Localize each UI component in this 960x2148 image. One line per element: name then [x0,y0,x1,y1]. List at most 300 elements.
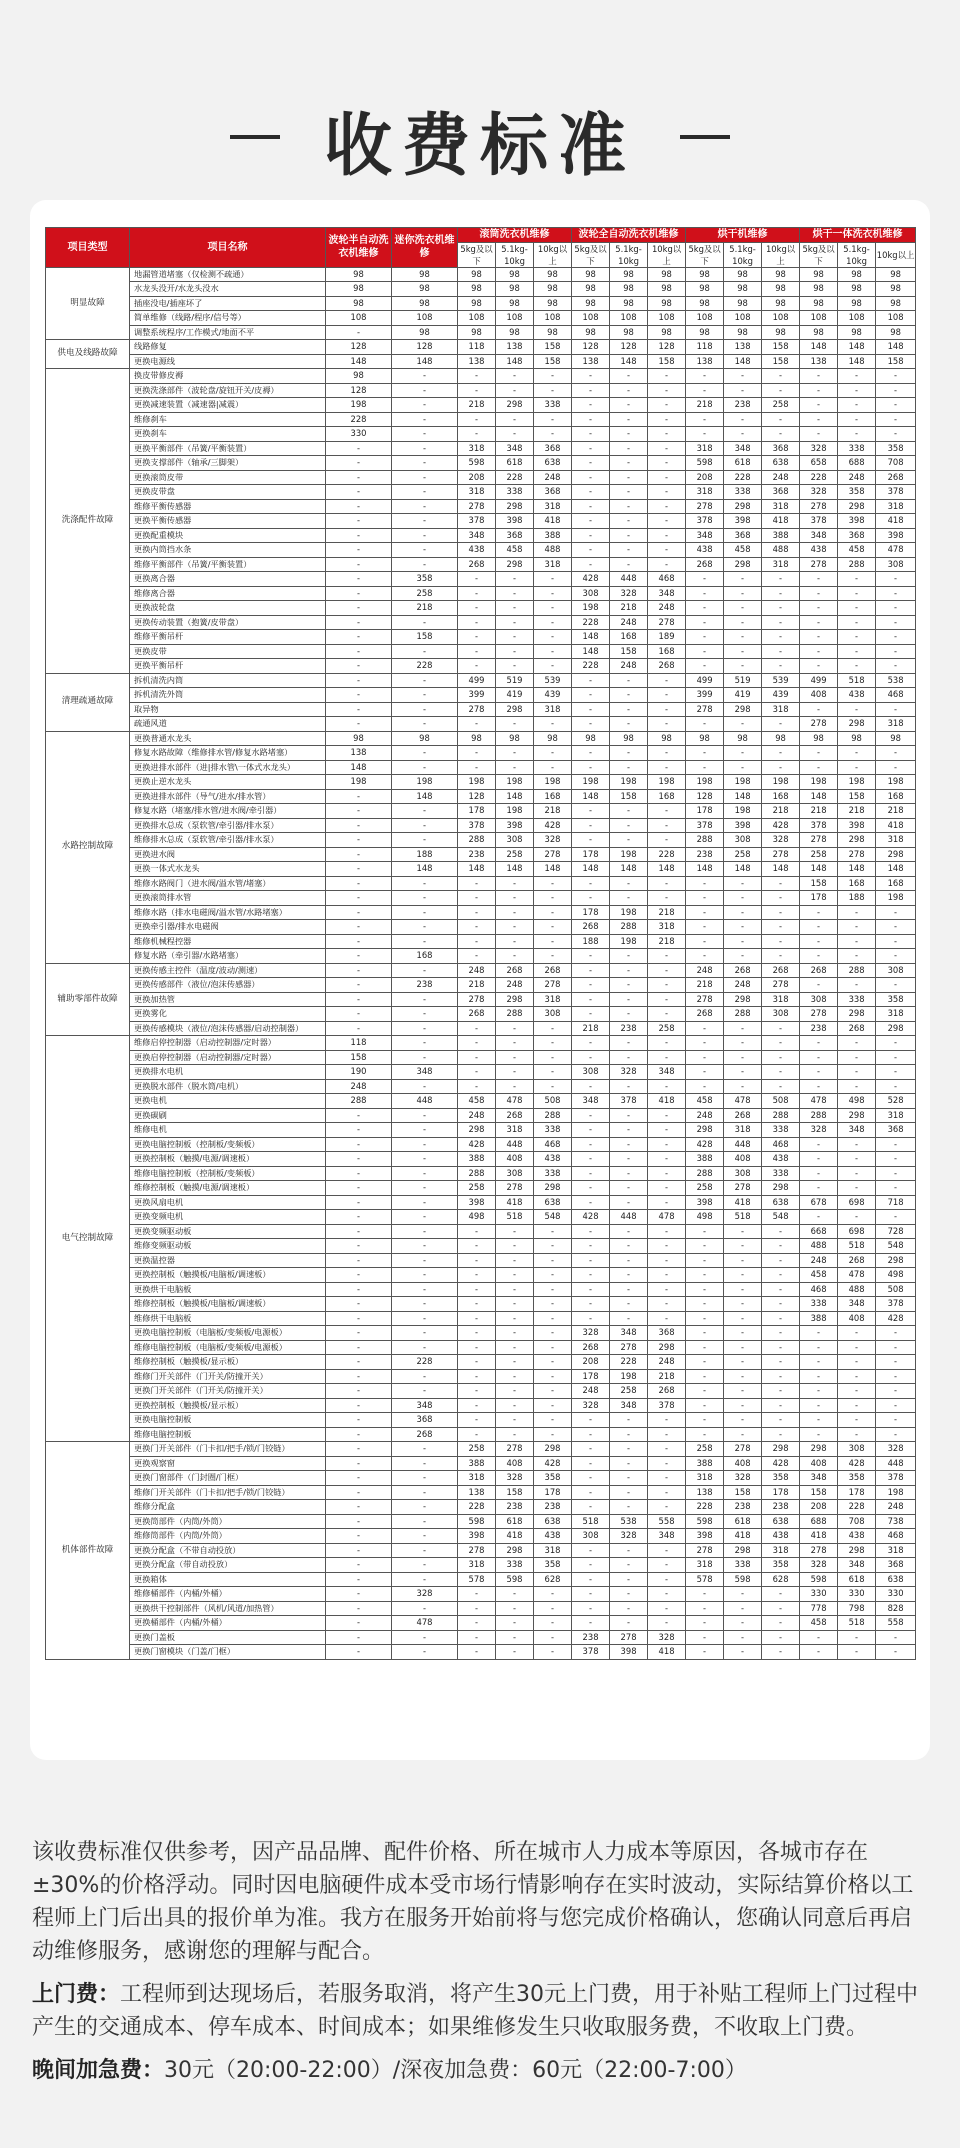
price-cell: - [610,1195,648,1210]
price-cell: 468 [762,1137,800,1152]
price-cell: - [610,1253,648,1268]
price-cell: - [496,949,534,964]
price-cell: - [392,934,458,949]
price-cell: - [724,1079,762,1094]
price-cell: 98 [496,296,534,311]
price-cell: 298 [496,702,534,717]
price-cell: - [496,1311,534,1326]
price-cell: - [686,1326,724,1341]
price-cell: 418 [648,1094,686,1109]
price-cell: - [458,934,496,949]
price-cell: 638 [876,1572,916,1587]
price-cell: 218 [876,804,916,819]
price-cell: 198 [572,601,610,616]
price-cell: - [326,1587,392,1602]
price-cell: 148 [392,862,458,877]
price-cell: - [648,398,686,413]
price-cell: - [326,1123,392,1138]
price-cell: 408 [724,1456,762,1471]
item-name-cell: 更换排水电机 [130,1065,326,1080]
price-cell: - [648,949,686,964]
price-cell: - [326,1572,392,1587]
price-cell: - [648,1050,686,1065]
price-cell: - [686,1340,724,1355]
price-cell: 318 [534,702,572,717]
item-name-cell: 维修机械程控器 [130,934,326,949]
price-cell: - [458,1355,496,1370]
price-cell: - [762,934,800,949]
price-cell: 268 [724,963,762,978]
price-cell: - [326,441,392,456]
price-cell: 158 [392,630,458,645]
price-cell: - [610,1123,648,1138]
price-cell: - [838,1384,876,1399]
price-cell: - [762,1340,800,1355]
item-name-cell: 更换电脑控制板（电脑板/变频板/电源板） [130,1326,326,1341]
price-cell: 348 [800,528,838,543]
table-row [46,267,916,282]
price-cell: - [762,1369,800,1384]
price-cell: - [648,717,686,732]
price-cell: 228 [610,1355,648,1370]
header-sub: 10kg以上 [876,242,916,267]
table-row [46,1108,916,1123]
price-cell: - [496,1326,534,1341]
price-cell: - [392,1326,458,1341]
price-cell: 98 [648,731,686,746]
price-cell: 198 [762,775,800,790]
price-cell: 308 [572,586,610,601]
price-cell: - [326,1021,392,1036]
table-row [46,311,916,326]
category-cell: 辅助零部件故障 [46,963,130,1036]
price-cell: 108 [610,311,648,326]
price-cell: 418 [496,1529,534,1544]
price-cell: 158 [800,1485,838,1500]
item-name-cell: 更换风扇电机 [130,1195,326,1210]
price-cell: - [326,1210,392,1225]
header-sub: 10kg以上 [762,242,800,267]
price-cell: - [838,1152,876,1167]
price-cell: 518 [572,1514,610,1529]
price-cell: - [534,1384,572,1399]
price-cell: 538 [876,673,916,688]
price-cell: 538 [610,1514,648,1529]
price-cell: 718 [876,1195,916,1210]
price-cell: - [838,1166,876,1181]
price-cell: - [686,615,724,630]
price-cell: - [648,1297,686,1312]
price-cell: - [458,1253,496,1268]
price-cell: - [876,1645,916,1660]
item-name-cell: 更换控制板（触摸板/显示板） [130,1398,326,1413]
price-cell: 598 [686,1514,724,1529]
price-cell: 268 [496,1108,534,1123]
price-cell: 478 [838,1268,876,1283]
price-cell: 478 [800,1094,838,1109]
price-cell: - [648,876,686,891]
price-cell: - [610,1181,648,1196]
price-cell: - [458,1065,496,1080]
price-cell: 128 [572,340,610,355]
price-cell: 98 [876,325,916,340]
price-cell: 178 [534,1485,572,1500]
table-row [46,1181,916,1196]
price-cell: 438 [838,1529,876,1544]
fee-table-body [46,267,916,1659]
price-cell: - [496,572,534,587]
table-row [46,1282,916,1297]
price-cell: - [392,1311,458,1326]
price-cell: - [610,1297,648,1312]
table-row [46,1442,916,1457]
item-name-cell: 更换门开关部件（门开关/防撞开关） [130,1384,326,1399]
price-cell: 328 [800,1558,838,1573]
table-row [46,325,916,340]
price-cell: - [572,1485,610,1500]
price-cell: 168 [392,949,458,964]
table-row [46,1224,916,1239]
price-cell: - [762,1311,800,1326]
price-cell: 398 [496,514,534,529]
price-cell: 98 [534,325,572,340]
price-cell: 330 [876,1587,916,1602]
price-cell: 318 [686,1558,724,1573]
price-cell: - [610,412,648,427]
price-cell: - [496,1616,534,1631]
price-cell: - [326,717,392,732]
price-cell: 668 [800,1224,838,1239]
price-cell: - [534,383,572,398]
price-cell: 348 [392,1065,458,1080]
price-cell: - [724,1326,762,1341]
price-cell: - [458,1587,496,1602]
price-cell: 448 [610,572,648,587]
price-cell: - [326,673,392,688]
price-cell: - [648,1500,686,1515]
price-cell: 228 [496,470,534,485]
price-cell: - [572,1297,610,1312]
disclaimer-text: 该收费标准仅供参考，因产品品牌、配件价格、所在城市人力成本等原因，各城市存在±30%的价格浮动。同时因电脑硬件成本受市场行情影响存在实时波动，实际结算价格以工程师上门后出具的报价单为准。我方在服务开始前将与您完成价格确认，您确认同意后再启动维修服务，感谢您的理解与配合。 [32,1840,914,1964]
price-cell: - [392,717,458,732]
price-cell: - [762,572,800,587]
price-cell: - [762,1297,800,1312]
price-cell: 438 [686,543,724,558]
price-cell: - [762,383,800,398]
price-cell: - [458,1224,496,1239]
price-cell: - [610,1471,648,1486]
table-row [46,1123,916,1138]
price-cell: 268 [800,963,838,978]
price-cell: - [326,1384,392,1399]
header-group-pulsator: 波轮全自动洗衣机维修 [572,228,686,243]
price-cell: - [610,1427,648,1442]
item-name-cell: 拆机清洗内筒 [130,673,326,688]
price-cell: 498 [876,1268,916,1283]
price-cell: - [686,586,724,601]
price-cell: 128 [610,340,648,355]
price-cell: - [458,1413,496,1428]
price-cell: - [458,1616,496,1631]
price-cell: 98 [800,731,838,746]
item-name-cell: 更换温控器 [130,1253,326,1268]
price-cell: - [572,1036,610,1051]
price-cell: - [392,615,458,630]
price-cell: - [496,1239,534,1254]
price-cell: 98 [572,267,610,282]
price-cell: 378 [686,818,724,833]
item-name-cell: 维修电脑控制板 [130,1427,326,1442]
price-cell: - [572,1427,610,1442]
price-cell: - [762,369,800,384]
price-cell: 428 [534,1456,572,1471]
price-cell: 98 [686,296,724,311]
price-cell: - [648,1558,686,1573]
price-cell: 98 [458,325,496,340]
price-cell: - [572,499,610,514]
price-cell: - [458,659,496,674]
price-cell: - [648,1268,686,1283]
price-cell: - [458,383,496,398]
price-cell: 328 [496,1471,534,1486]
price-cell: 638 [762,1195,800,1210]
item-name-cell: 更换电脑控制板 [130,1413,326,1428]
price-cell: - [572,688,610,703]
price-cell: - [686,1427,724,1442]
price-cell: - [610,1036,648,1051]
price-cell: - [686,1630,724,1645]
price-cell: 598 [458,456,496,471]
title-dash-right [680,135,730,139]
table-row [46,804,916,819]
notes [32,1836,930,2097]
price-cell: 148 [534,862,572,877]
price-cell: - [876,586,916,601]
price-cell: 138 [572,354,610,369]
price-cell: - [724,891,762,906]
price-cell: - [648,891,686,906]
price-cell: - [610,1007,648,1022]
price-cell: - [800,1355,838,1370]
price-cell: 238 [534,1500,572,1515]
price-cell: - [800,746,838,761]
price-cell: - [496,383,534,398]
price-cell: 318 [762,557,800,572]
price-cell: - [326,1630,392,1645]
price-cell: 228 [392,659,458,674]
price-cell: - [326,1239,392,1254]
price-cell: 378 [876,485,916,500]
price-cell: 468 [876,688,916,703]
price-cell: 658 [800,456,838,471]
price-cell: 478 [392,1616,458,1631]
item-name-cell: 维修筒部件（内筒/外筒） [130,1529,326,1544]
price-cell: 218 [648,1369,686,1384]
price-cell: 228 [686,1500,724,1515]
price-cell: - [392,992,458,1007]
price-cell: - [326,1195,392,1210]
price-cell: 328 [610,586,648,601]
price-cell: - [496,1645,534,1660]
price-cell: - [724,630,762,645]
price-cell: 328 [876,1442,916,1457]
price-cell: - [392,876,458,891]
price-cell: - [572,746,610,761]
price-cell: - [686,934,724,949]
price-cell: - [458,891,496,906]
price-cell: 168 [610,630,648,645]
price-cell: 178 [458,804,496,819]
price-cell: 318 [686,441,724,456]
price-cell: 358 [876,441,916,456]
price-cell: - [610,1108,648,1123]
price-cell: 728 [876,1224,916,1239]
table-row [46,499,916,514]
price-cell: - [392,804,458,819]
price-cell: - [458,1645,496,1660]
price-cell: - [800,644,838,659]
price-cell: - [610,514,648,529]
price-cell: - [534,601,572,616]
price-cell: 298 [876,1021,916,1036]
price-cell: 198 [496,775,534,790]
price-cell: 618 [724,1514,762,1529]
price-cell: - [392,1166,458,1181]
price-cell: 238 [724,1500,762,1515]
item-name-cell: 更换电脑控制板（控制板/变频板） [130,1137,326,1152]
header-group-combo: 烘干一体洗衣机维修 [800,228,916,243]
price-cell: - [572,1500,610,1515]
price-cell: - [572,1253,610,1268]
price-cell: - [392,1471,458,1486]
price-cell: - [838,427,876,442]
price-cell: 158 [800,876,838,891]
price-cell: - [686,1311,724,1326]
price-cell: - [800,905,838,920]
price-cell: - [762,1326,800,1341]
price-cell: 438 [534,1529,572,1544]
price-cell: - [838,934,876,949]
item-name-cell: 维修变频驱动板 [130,1239,326,1254]
price-cell: 318 [762,992,800,1007]
price-cell: - [392,1239,458,1254]
price-cell: - [838,905,876,920]
price-cell: - [392,1253,458,1268]
item-name-cell: 线路修复 [130,340,326,355]
price-cell: 98 [572,296,610,311]
price-cell: 298 [496,557,534,572]
price-cell: - [724,1587,762,1602]
price-cell: 328 [800,1123,838,1138]
price-cell: 98 [496,282,534,297]
price-cell: 318 [496,1123,534,1138]
header-sub: 10kg以上 [648,242,686,267]
price-cell: - [392,1297,458,1312]
price-cell: 338 [724,1558,762,1573]
price-cell: 288 [686,833,724,848]
price-cell: - [610,673,648,688]
price-cell: - [496,1630,534,1645]
table-row [46,1616,916,1631]
price-cell: - [326,920,392,935]
price-cell: - [458,412,496,427]
price-cell: - [648,1007,686,1022]
price-cell: - [392,673,458,688]
price-cell: 368 [392,1413,458,1428]
price-cell: 439 [762,688,800,703]
price-cell: - [392,833,458,848]
price-cell: 268 [534,963,572,978]
price-cell: - [876,1036,916,1051]
price-cell: - [572,1456,610,1471]
price-cell: - [762,760,800,775]
price-cell: 398 [458,1195,496,1210]
item-name-cell: 更换内筒挡水条 [130,543,326,558]
price-cell: 138 [686,1485,724,1500]
price-cell: - [876,615,916,630]
price-cell: 778 [800,1601,838,1616]
price-cell: - [392,383,458,398]
price-cell: - [724,1282,762,1297]
price-cell: 618 [496,456,534,471]
price-cell: - [392,1558,458,1573]
table-row [46,920,916,935]
price-cell: - [534,630,572,645]
price-cell: 218 [458,978,496,993]
price-cell: 258 [458,1442,496,1457]
price-cell: 98 [876,296,916,311]
price-cell: - [572,1311,610,1326]
price-cell: 258 [686,1442,724,1457]
price-cell: - [392,398,458,413]
category-cell: 水路控制故障 [46,731,130,963]
price-cell: - [838,615,876,630]
price-cell: 108 [762,311,800,326]
price-cell: 488 [762,543,800,558]
price-cell: 388 [458,1456,496,1471]
price-cell: 308 [572,1529,610,1544]
item-name-cell: 维修水路（排水电磁阀/溢水管/水路堵塞） [130,905,326,920]
table-row [46,1500,916,1515]
price-cell: 418 [876,514,916,529]
price-cell: 208 [458,470,496,485]
price-cell: - [326,963,392,978]
price-cell: - [392,644,458,659]
price-cell: - [326,1268,392,1283]
price-cell: 308 [496,1166,534,1181]
price-cell: - [876,978,916,993]
price-cell: 368 [496,528,534,543]
price-cell: 158 [876,354,916,369]
price-cell: 98 [876,282,916,297]
price-cell: - [838,1398,876,1413]
price-cell: - [458,1036,496,1051]
price-cell: - [648,1253,686,1268]
price-cell: 318 [458,1558,496,1573]
price-cell: - [392,1050,458,1065]
price-cell: 298 [724,702,762,717]
price-cell: - [800,1065,838,1080]
price-cell: 278 [534,978,572,993]
item-name-cell: 修复水路（牵引器/水路堵塞） [130,949,326,964]
price-cell: - [610,963,648,978]
price-cell: - [534,876,572,891]
price-cell: - [648,1108,686,1123]
price-cell: 278 [686,992,724,1007]
price-cell: 348 [610,1326,648,1341]
price-cell: - [648,441,686,456]
price-cell: - [392,1572,458,1587]
